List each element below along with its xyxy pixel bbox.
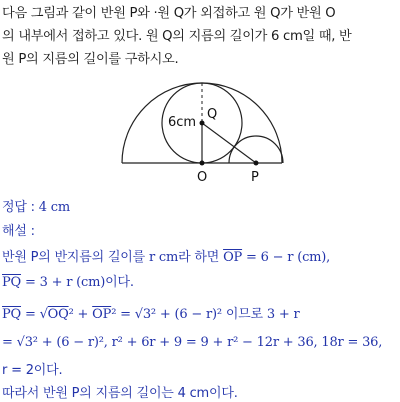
exp-l3a: $\overline{PQ}$	[2, 307, 22, 322]
exp-l2a: $\overline{PQ}$	[2, 275, 22, 290]
exp-l1d: $\overline{OP}$	[223, 250, 243, 265]
exp-l1b: r cm	[148, 250, 179, 265]
exp-l2b: = 3 + r (cm)이다.	[21, 275, 134, 290]
explanation-title: 해설 :	[2, 224, 35, 239]
exp-l1e: = 6 − r (cm),	[242, 250, 331, 265]
exp-l1a: 반원 P의 반지름의 길이를	[2, 250, 149, 265]
label-P: P	[251, 170, 259, 185]
geometry-figure	[0, 68, 400, 188]
exp-l3g: = √3² + (6 − r)² 이므로 3 + r	[116, 307, 300, 322]
answer-value: 4 cm	[38, 200, 70, 215]
segment-QP	[202, 123, 256, 163]
question-line-2: 의 내부에서 접하고 있다. 원 Q의 지름의 길이가 6 cm일 때, 반	[2, 29, 352, 44]
exp-l1c: 라 하면	[178, 250, 224, 265]
explanation-line-1	[2, 246, 330, 265]
label-O: O	[197, 170, 208, 185]
explanation-line-3	[2, 303, 299, 322]
point-P	[254, 161, 259, 166]
answer-line	[2, 196, 70, 215]
exp-l3f: ²	[111, 307, 117, 322]
question-line-1: 다음 그림과 같이 반원 P와 ·원 Q가 외접하고 원 Q가 반원 O	[2, 6, 336, 21]
explanation-line-4: = √3² + (6 − r)², r² + 6r + 9 = 9 + r² − 12r + 36, 18r = 36,	[2, 335, 383, 350]
explanation-line-6: 따라서 반원 P의 지름의 길이는 4 cm이다.	[2, 386, 238, 401]
label-6cm: 6cm	[168, 115, 197, 130]
explanation-line-2	[2, 271, 134, 290]
point-Q	[200, 121, 205, 126]
question-line-3: 원 P의 지름의 길이를 구하시오.	[2, 52, 179, 67]
point-O	[200, 161, 205, 166]
exp-l3b: = √	[21, 307, 48, 322]
exp-l3c: OQ	[47, 307, 69, 322]
exp-l3e: $\overline{OP}$	[92, 307, 112, 322]
exp-l3d: ² +	[68, 307, 93, 322]
explanation-line-5: r = 2이다.	[2, 363, 63, 378]
label-Q: Q	[207, 107, 218, 122]
answer-label: 정답 :	[2, 200, 39, 215]
